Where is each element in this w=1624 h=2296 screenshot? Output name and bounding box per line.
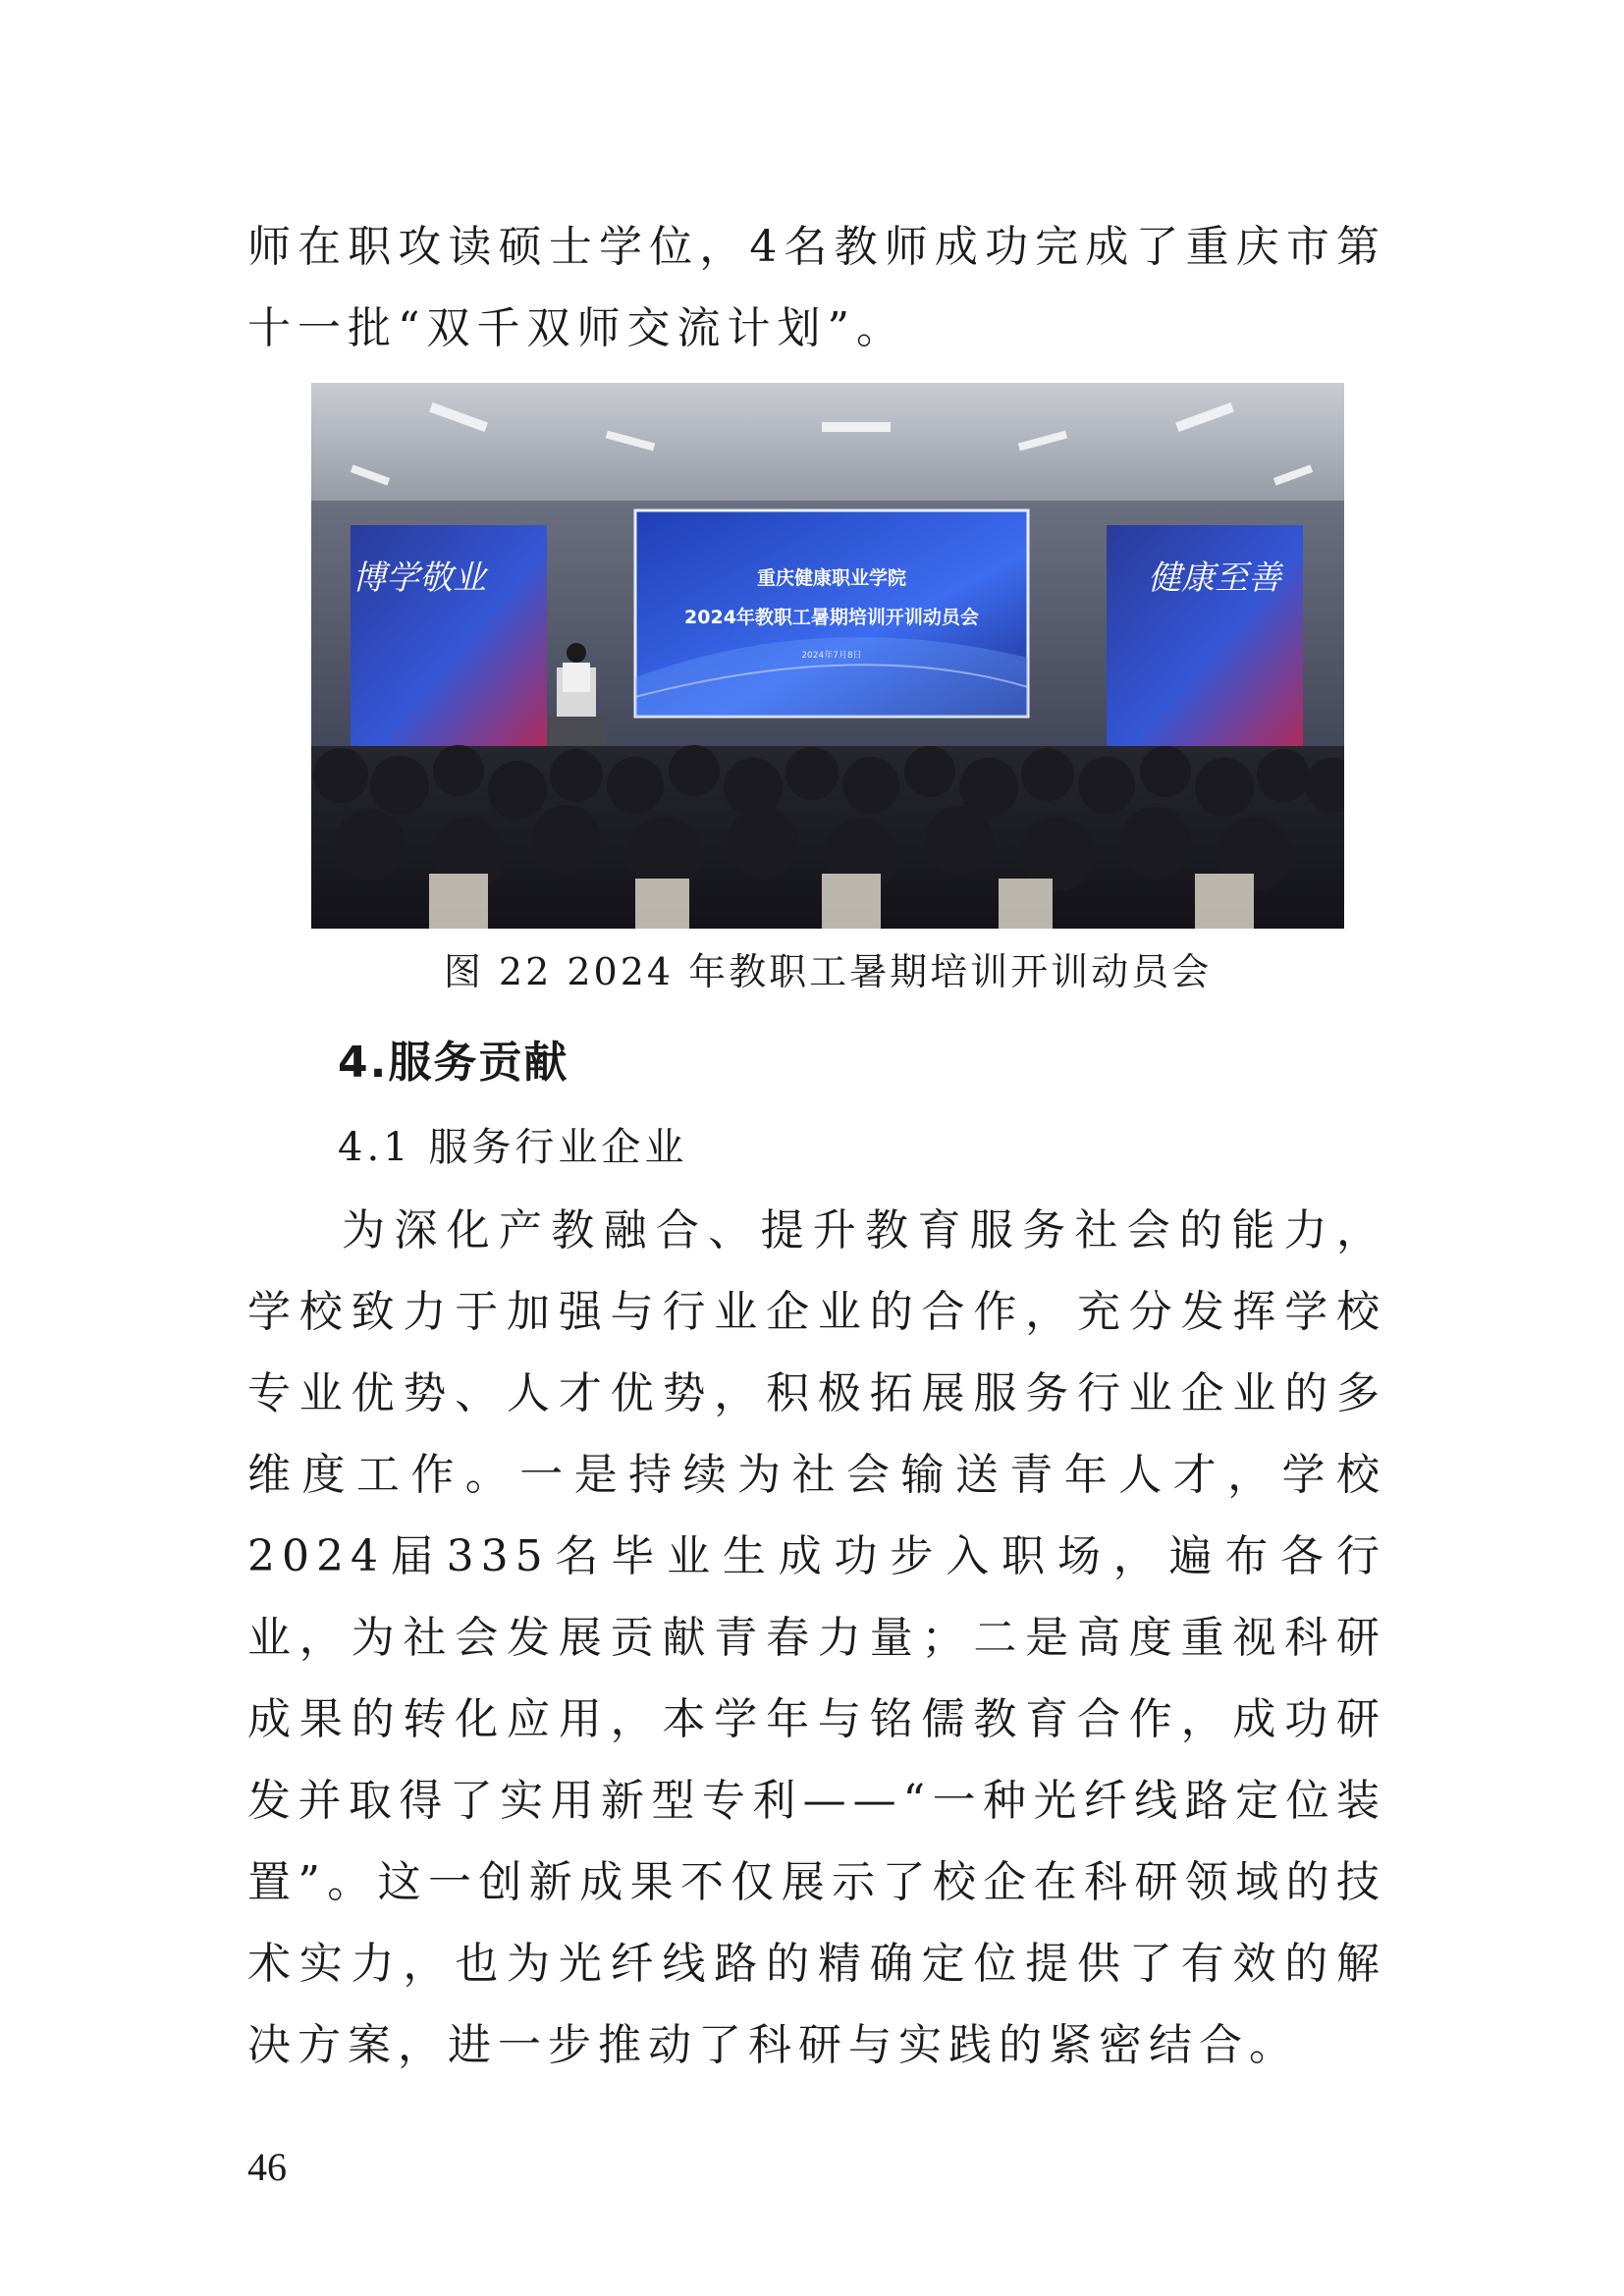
service-paragraph: 为深化产教融合、提升教育服务社会的能力，学校致力于加强与行业企业的合作，充分发挥学校专业优势、人才优势，积极拓展服务行业企业的多维度工作。一是持续为社会输送青年人才，学校2024届335名毕业生成功步入职场，遍布各行业，为社会发展贡献青春力量；二是高度重视科研成果的转化应用，本学年与铭儒教育合作，成功研发并取得了实用新型专利——“一种光纤线路定位装置”。这一创新成果不仅展示了校企在科研领域的技术实力，也为光纤线路的精确定位提供了有效的解决方案，进一步推动了科研与实践的紧密结合。 — [247, 1205, 1386, 2070]
left-banner-text: 博学敬业 — [352, 559, 486, 598]
page-number: 46 — [247, 2145, 287, 2189]
meeting-photo — [311, 383, 1344, 929]
meeting-photo-illustration — [311, 383, 1344, 929]
screen-title-2: 2024年教职工暑期培训开训动员会 — [684, 607, 979, 628]
right-banner-text: 健康至善 — [1148, 559, 1281, 598]
subsection-heading: 4.1 服务行业企业 — [338, 1125, 688, 1170]
intro-paragraph: 师在职攻读硕士学位，4名教师成功完成了重庆市第十一批“双千双师交流计划”。 — [247, 222, 1386, 353]
screen-date: 2024年7月8日 — [801, 651, 862, 661]
figure-caption: 图 22 2024 年教职工暑期培训开训动员会 — [443, 950, 1213, 993]
screen-title-1: 重庆健康职业学院 — [756, 567, 907, 589]
section-heading: 4.服务贡献 — [338, 1038, 569, 1088]
